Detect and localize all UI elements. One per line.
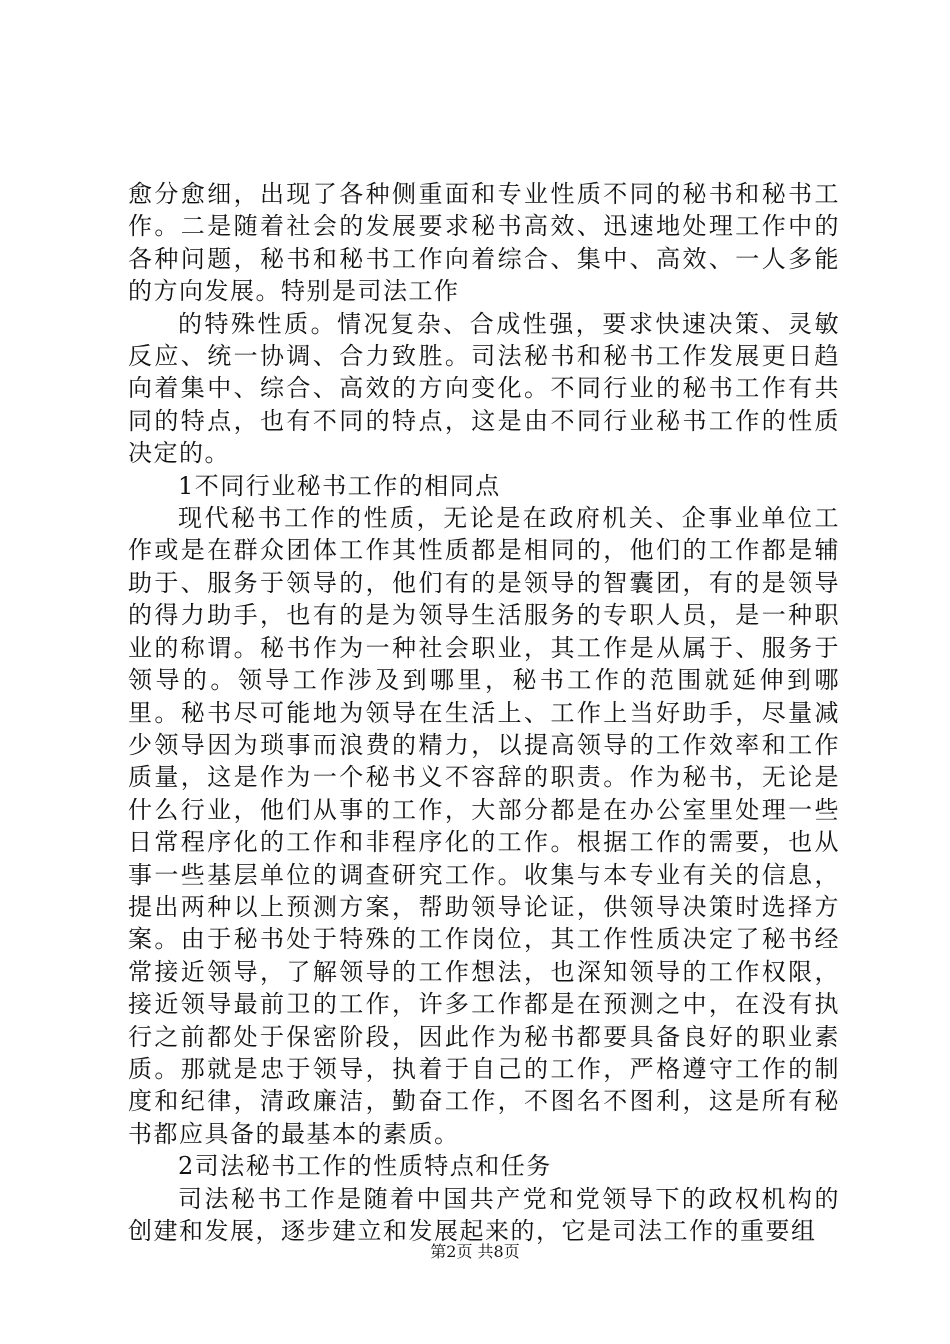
paragraph-continuation: 愈分愈细，出现了各种侧重面和专业性质不同的秘书和秘书工作。二是随着社会的发展要求秘书高效、迅速地处理工作中的各种问题，秘书和秘书工作向着综合、集中、高效、一人多能的方向发展。特别是司法工作 [128, 180, 840, 306]
section-heading-2: 2司法秘书工作的性质特点和任务 [178, 1152, 552, 1181]
section-heading-1: 1不同行业秘书工作的相同点 [178, 471, 501, 500]
paragraph: 的特殊性质。情况复杂、合成性强，要求快速决策、灵敏反应、统一协调、合力致胜。司法秘书和秘书工作发展更日趋向着集中、综合、高效的方向变化。不同行业的秘书工作有共同的特点，也有不同的特点，这是由不同行业秘书工作的性质决定的。 [128, 309, 840, 468]
paragraph: 现代秘书工作的性质，无论是在政府机关、企事业单位工作或是在群众团体工作其性质都是相同的，他们的工作都是辅助于、服务于领导的，他们有的是领导的智囊团，有的是领导的得力助手，也有的是为领导生活服务的专职人员，是一种职业的称谓。秘书作为一种社会职业，其工作是从属于、服务于领导的。领导工作涉及到哪里，秘书工作的范围就延伸到哪里。秘书尽可能地为领导在生活上、工作上当好助手，尽量减少领导因为琐事而浪费的精力，以提高领导的工作效率和工作质量，这是作为一个秘书义不容辞的职责。作为秘书，无论是什么行业，他们从事的工作，大部分都是在办公室里处理一些日常程序化的工作和非程序化的工作。根据工作的需要，也从事一些基层单位的调查研究工作。收集与本专业有关的信息，提出两种以上预测方案，帮助领导论证，供领导决策时选择方案。由于秘书处于特殊的工作岗位，其工作性质决定了秘书经常接近领导，了解领导的工作想法，也深知领导的工作权限，接近领导最前卫的工作，许多工作都是在预测之中，在没有执行之前都处于保密阶段，因此作为秘书都要具备良好的职业素质。那就是忠于领导，执着于自己的工作，严格遵守工作的制度和纪律，清政廉洁，勤奋工作，不图名不图利，这是所有秘书都应具备的最基本的素质。 [128, 504, 840, 1148]
paragraph: 司法秘书工作是随着中国共产党和党领导下的政权机构的创建和发展，逐步建立和发展起来的，它是司法工作的重要组 [128, 1184, 840, 1245]
page-number-footer: 第2页 共8页 [430, 1242, 520, 1261]
document-body [128, 178, 840, 1247]
